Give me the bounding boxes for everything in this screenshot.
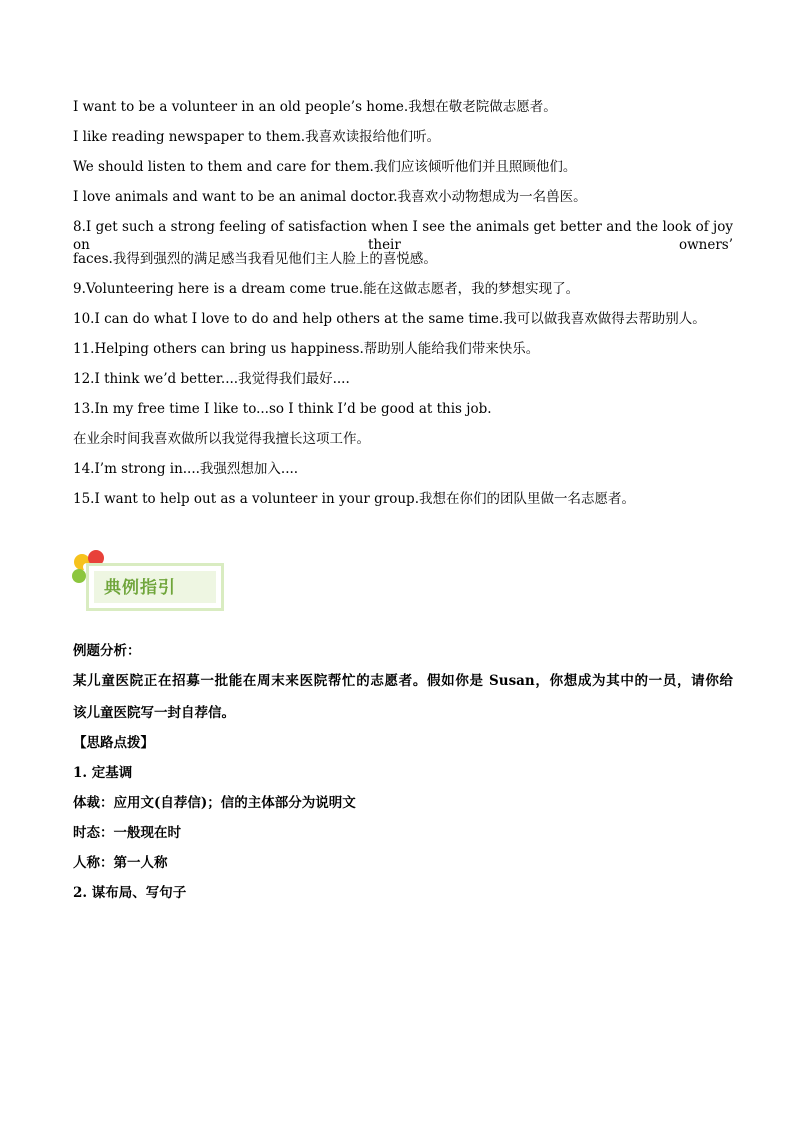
genre-line: 体裁：应用文(自荐信)；信的主体部分为说明文 [73, 795, 356, 811]
sentence-line-15: 15.I want to help out as a volunteer in your group.我想在你们的团队里做一名志愿者。 [73, 491, 635, 507]
banner-title: 典例指引 [104, 578, 176, 598]
sentence-line-14: 14.I’m strong in....我强烈想加入.... [73, 461, 299, 477]
sentence-line-8-cont: faces.我得到强烈的满足感当我看见他们主人脸上的喜悦感。 [73, 251, 437, 267]
sentence-line-13-cn: 在业余时间我喜欢做所以我觉得我擅长这项工作。 [73, 431, 370, 447]
tips-heading: 【思路点拨】 [73, 735, 154, 751]
sentence-line-12: 12.I think we’d better....我觉得我们最好.... [73, 371, 350, 387]
sentence-line-13: 13.In my free time I like to...so I think I’d be good at this job. [73, 401, 492, 417]
example-prompt-line-2: 该儿童医院写一封自荐信。 [73, 705, 235, 721]
sentence-line-9: 9.Volunteering here is a dream come true.能在这做志愿者，我的梦想实现了。 [73, 281, 580, 297]
sentence-line-2: I like reading newspaper to them.我喜欢读报给他们听。 [73, 129, 441, 145]
step-1: 1. 定基调 [73, 765, 133, 781]
sentence-line-8: 8.I get such a strong feeling of satisfaction when I see the animals get better and the look of joy on their owners’ [73, 219, 733, 253]
section-banner [70, 549, 230, 615]
sentence-line-4: I love animals and want to be an animal doctor.我喜欢小动物想成为一名兽医。 [73, 189, 587, 205]
sentence-line-10: 10.I can do what I love to do and help others at the same time.我可以做我喜欢做得去帮助别人。 [73, 311, 706, 327]
step-2: 2. 谋布局、写句子 [73, 885, 187, 901]
tense-line: 时态：一般现在时 [73, 825, 181, 841]
sentence-line-11: 11.Helping others can bring us happiness.帮助别人能给我们带来快乐。 [73, 341, 540, 357]
sentence-line-3: We should listen to them and care for them.我们应该倾听他们并且照顾他们。 [73, 159, 577, 175]
sentence-line-1: I want to be a volunteer in an old people’s home.我想在敬老院做志愿者。 [73, 99, 557, 115]
example-prompt-line-1: 某儿童医院正在招募一批能在周末来医院帮忙的志愿者。假如你是 Susan，你想成为其中的一员，请你给 [73, 673, 733, 689]
example-heading: 例题分析： [73, 643, 141, 659]
person-line: 人称：第一人称 [73, 855, 168, 871]
